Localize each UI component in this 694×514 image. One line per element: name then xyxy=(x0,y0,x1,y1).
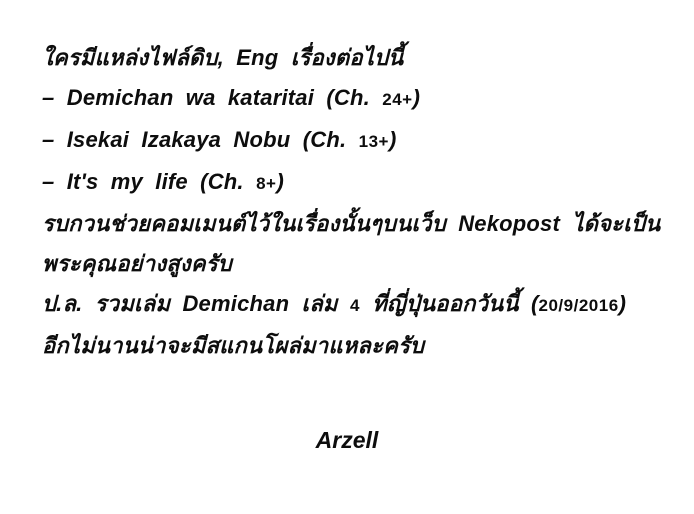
body-line-postscript: ป.ล. รวมเล่ม Demichan เล่ม 4 ที่ญี่ปุ่นออกวันนี้ (20/9/2016) xyxy=(42,291,627,316)
body-line-request: รบกวนช่วยคอมเมนต์ไว้ในเรื่องนั้นๆบนเว็บ Nekopost ได้จะเป็น xyxy=(42,211,661,236)
intro-line: ใครมีแหล่งไฟล์ดิบ, Eng เรื่องต่อไปนี้ xyxy=(42,45,404,70)
signature: Arzell xyxy=(315,427,379,453)
body-line-thanks: พระคุณอย่างสูงครับ xyxy=(42,251,232,276)
list-item-isekai-izakaya-nobu: – Isekai Izakaya Nobu (Ch. 13+) xyxy=(42,127,397,152)
list-item-its-my-life: – It's my life (Ch. 8+) xyxy=(42,169,284,194)
note-text-block xyxy=(42,38,666,366)
list-item-demichan: – Demichan wa kataritai (Ch. 24+) xyxy=(42,85,421,110)
body-line-scan-soon: อีกไม่นานน่าจะมีสแกนโผล่มาแหละครับ xyxy=(42,333,425,358)
